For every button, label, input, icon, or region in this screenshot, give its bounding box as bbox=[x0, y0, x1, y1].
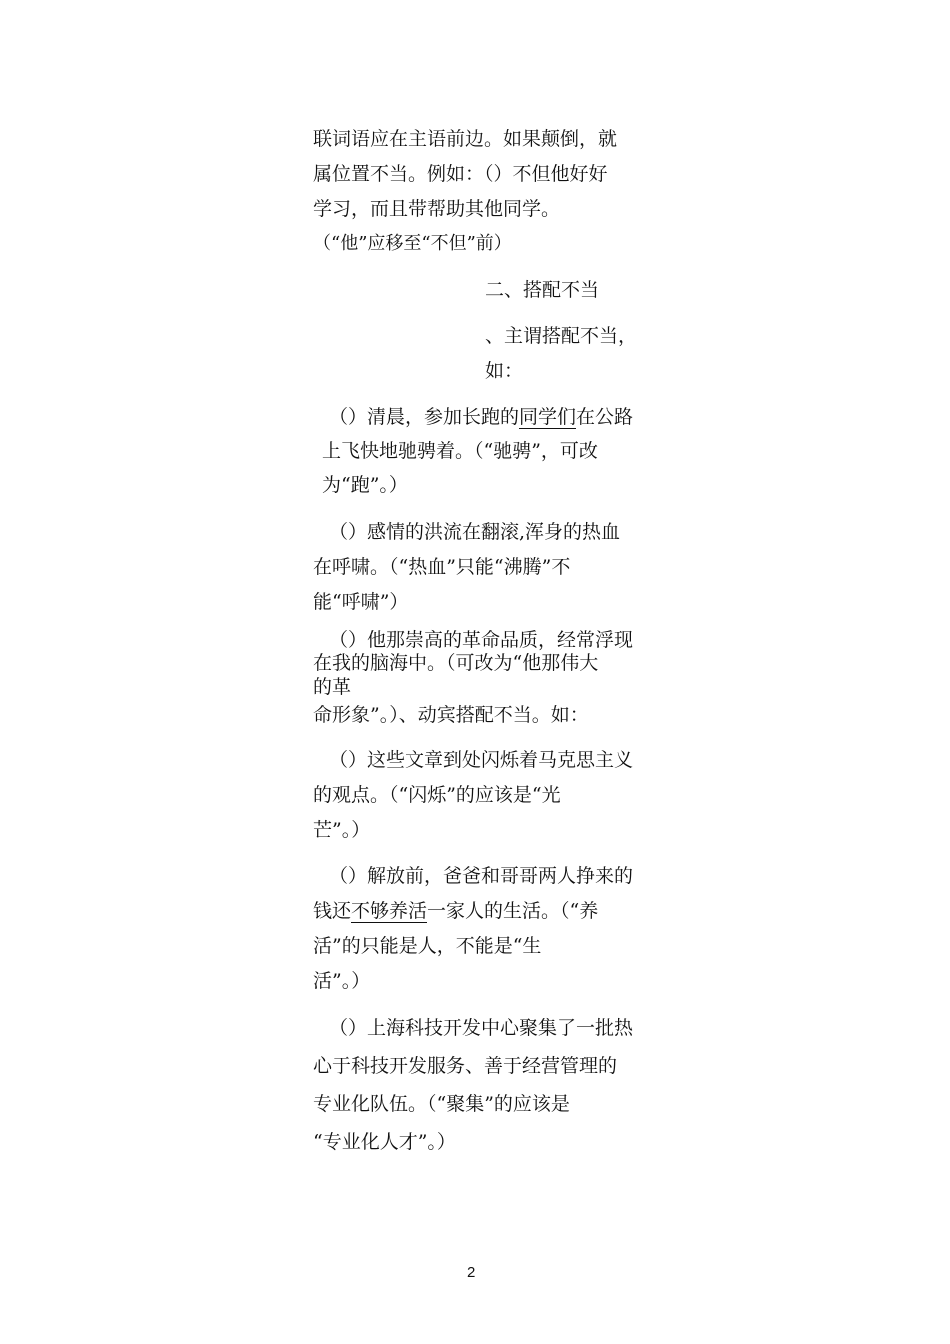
example-line: 上飞快地驰骋着。（“驰骋”，可改 bbox=[322, 440, 598, 462]
example-line: 芒”。） bbox=[313, 819, 371, 841]
example-line bbox=[313, 899, 598, 923]
example-text: 在公路 bbox=[576, 406, 634, 428]
example-line: （）他那崇高的革命品质，经常浮现 bbox=[329, 629, 634, 651]
example-line: （）这些文章到处闪烁着马克思主义 bbox=[329, 749, 634, 771]
subheading: 如： bbox=[485, 360, 524, 382]
example-line: “专业化人才”。） bbox=[313, 1131, 456, 1153]
text-line: 联词语应在主语前边。如果颠倒，就 bbox=[313, 128, 618, 150]
example-line: （）解放前，爸爸和哥哥两人挣来的 bbox=[329, 865, 634, 887]
example-line: 活”。） bbox=[313, 970, 371, 992]
example-line: 的革 bbox=[313, 676, 352, 698]
example-text: （）清晨，参加长跑的 bbox=[329, 406, 520, 428]
example-line: 命形象”。）、动宾搭配不当。如： bbox=[313, 704, 589, 726]
example-line: 活”的只能是人，不能是“生 bbox=[313, 935, 542, 957]
example-line: 为“跑”。） bbox=[322, 474, 408, 496]
example-line: 在呼啸。（“热血”只能“沸腾”不 bbox=[313, 556, 571, 578]
text-line: （“他”应移至“不但”前） bbox=[313, 233, 512, 254]
example-line: （）上海科技开发中心聚集了一批热 bbox=[329, 1017, 634, 1039]
page-number: 2 bbox=[467, 1264, 476, 1281]
example-line: 专业化队伍。（“聚集”的应该是 bbox=[313, 1093, 570, 1115]
underlined-text: 不够养活 bbox=[351, 900, 428, 922]
example-line: 的观点。（“闪烁”的应该是“光 bbox=[313, 784, 561, 806]
example-text: 钱还 bbox=[313, 900, 352, 922]
example-line: （）感情的洪流在翻滚,浑身的热血 bbox=[329, 521, 621, 543]
section-heading: 二、搭配不当 bbox=[485, 279, 600, 301]
example-line: 在我的脑海中。（可改为“他那伟大 bbox=[313, 652, 599, 674]
example-line: 心于科技开发服务、善于经营管理的 bbox=[313, 1055, 618, 1077]
text-line: 属位置不当。例如：（）不但他好好 bbox=[313, 163, 608, 185]
underlined-text: 同学们 bbox=[519, 406, 577, 428]
example-line bbox=[329, 405, 633, 429]
example-text: 一家人的生活。（“养 bbox=[427, 900, 599, 922]
text-line: 学习，而且带帮助其他同学。 bbox=[313, 198, 561, 220]
example-line: 能“呼啸”） bbox=[313, 591, 409, 613]
subheading: 、主谓搭配不当， bbox=[485, 325, 638, 347]
